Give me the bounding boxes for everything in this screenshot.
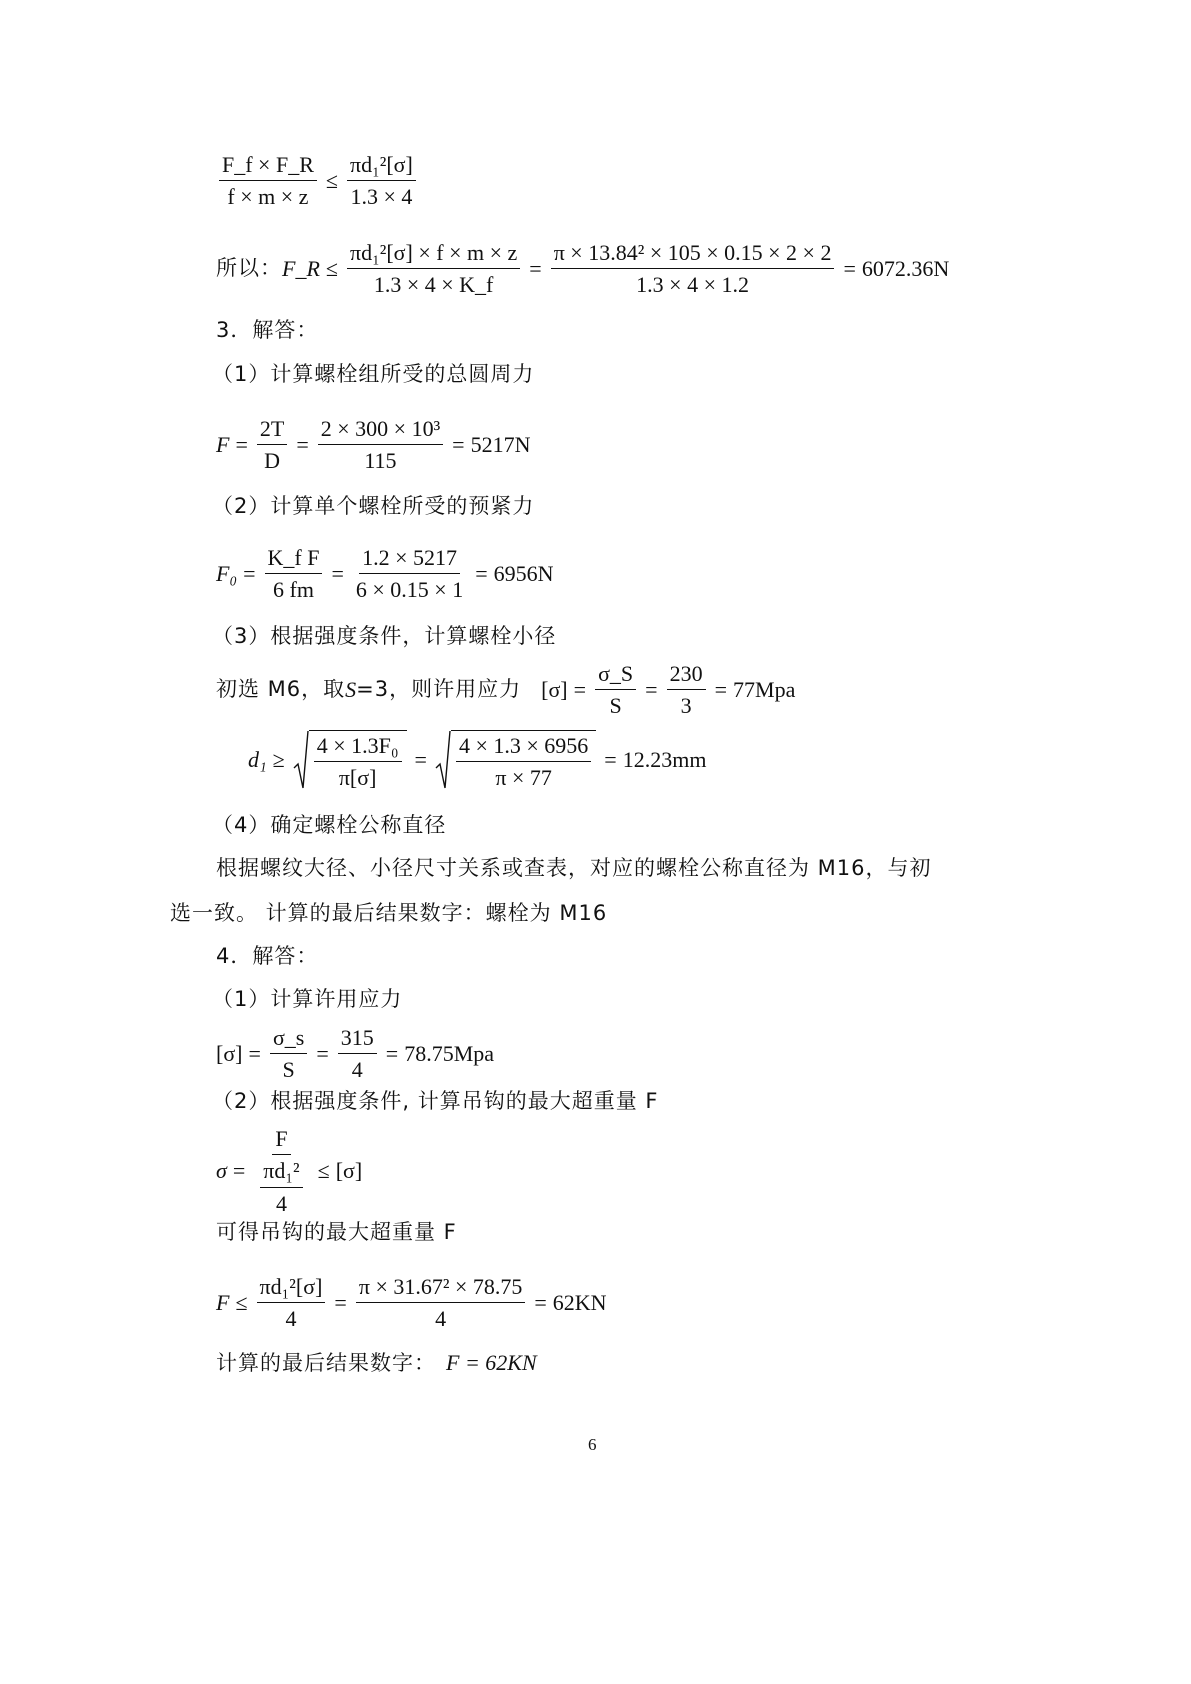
equation-lhs: d₁ (248, 747, 267, 773)
fraction-numerator: πd₁²[σ] (257, 1274, 326, 1303)
relation-symbol: ≤ (325, 255, 338, 281)
equation-stress-condition (216, 1126, 362, 1216)
fraction (257, 416, 287, 474)
fraction-numerator: π × 13.84² × 105 × 0.15 × 2 × 2 (551, 240, 835, 269)
page-number: 6 (588, 1435, 597, 1454)
equation-minor-diameter (248, 730, 706, 791)
equation-result: 78.75Mpa (404, 1040, 495, 1066)
equals-sign: = (331, 560, 344, 586)
fraction-numerator: σ_S (595, 661, 636, 690)
q3-step-4-title: （4）确定螺栓公称直径 (212, 813, 447, 837)
q4-step-2-title: （2）根据强度条件, 计算吊钩的最大超重量 F (212, 1089, 659, 1113)
equation-lhs: σ (216, 1157, 227, 1183)
equation-allowable-stress (216, 1025, 494, 1083)
relation-symbol: ≤ (317, 1157, 330, 1183)
equation-preload (216, 545, 554, 603)
equals-sign: = (534, 1289, 547, 1315)
fraction-denominator: 4 (351, 1057, 363, 1083)
equation-result: 62KN (552, 1289, 607, 1315)
equation-lhs: F_R (282, 255, 320, 281)
fraction (551, 240, 835, 298)
q3-step-2-title: （2）计算单个螺栓所受的预紧力 (212, 494, 535, 518)
fraction-numerator: 4 × 1.3F₀ (314, 733, 402, 762)
fraction-denominator: 3 (680, 693, 692, 719)
equals-sign: = (316, 1040, 329, 1066)
equation-result: 12.23mm (622, 747, 707, 773)
equation-total-force (216, 416, 530, 474)
safety-factor-symbol: S (345, 676, 357, 702)
equation-lhs: F (216, 1289, 230, 1315)
radical-sign (293, 730, 309, 790)
equation-lhs: F₀ (216, 560, 238, 586)
fraction (254, 1126, 308, 1216)
q4-final-result (216, 1352, 537, 1374)
equals-sign: = (296, 431, 309, 457)
fraction-numerator: 2 × 300 × 10³ (318, 416, 443, 445)
equation-rhs: [σ] (335, 1157, 363, 1183)
fraction (270, 1025, 307, 1083)
fraction (318, 416, 443, 474)
equation-result: 6956N (493, 560, 554, 586)
equation-result: 6072.36N (861, 255, 950, 281)
fraction-denominator: S (609, 693, 622, 719)
final-result-value: F = 62KN (446, 1350, 537, 1375)
fraction (356, 1274, 526, 1332)
q4-step-1-title: （1）计算许用应力 (212, 987, 403, 1011)
q3-conclusion-line-1: 根据螺纹大径、小径尺寸关系或查表，对应的螺栓公称直径为 M16，与初 (216, 856, 932, 880)
relation-symbol: ≤ (235, 1289, 248, 1315)
equals-sign: = (475, 560, 488, 586)
equals-sign: = (232, 1157, 246, 1183)
so-label: 所以： (216, 256, 282, 281)
initial-selection-text-2: =3，则许用应力 (356, 677, 522, 702)
q3-step-1-title: （1）计算螺栓组所受的总圆周力 (212, 362, 535, 386)
equals-sign: = (604, 747, 617, 773)
equation-result: 5217N (470, 431, 531, 457)
fraction-numerator: 315 (338, 1025, 377, 1054)
inner-denominator: 4 (275, 1190, 287, 1216)
equals-sign: = (573, 676, 587, 702)
fraction (595, 661, 636, 719)
equals-sign: = (235, 431, 248, 457)
fraction-denominator: π[σ] (338, 765, 377, 791)
allowable-stress-lhs: [σ] (541, 676, 568, 702)
fraction-denominator: 4 (435, 1306, 447, 1332)
inner-numerator: πd₁² (260, 1158, 302, 1187)
equals-sign: = (243, 560, 256, 586)
fraction-denominator: 1.3 × 4 (350, 184, 413, 210)
equals-sign: = (414, 747, 427, 773)
equals-sign: = (334, 1289, 347, 1315)
fraction-denominator: 1.3 × 4 × 1.2 (636, 272, 749, 298)
equation-lhs: [σ] (216, 1040, 243, 1066)
fraction-numerator: π × 31.67² × 78.75 (356, 1274, 526, 1303)
equals-sign: = (843, 255, 856, 281)
fraction-denominator: 4 (285, 1306, 297, 1332)
fraction-denominator: D (264, 448, 281, 474)
equation-result: 77Mpa (733, 676, 796, 702)
fraction-denominator: S (282, 1057, 295, 1083)
q4-result-intro: 可得吊钩的最大超重量 F (216, 1220, 457, 1244)
fraction-numerator: 230 (667, 661, 706, 690)
fraction (314, 733, 402, 791)
fraction-numerator: K_f F (265, 545, 323, 574)
fraction (219, 152, 317, 210)
final-result-label: 计算的最后结果数字： (216, 1350, 436, 1375)
fraction-denominator: 6 fm (273, 577, 314, 603)
fraction-numerator: 2T (257, 416, 287, 445)
equals-sign: = (385, 1040, 399, 1066)
fraction (347, 240, 520, 298)
equals-sign: = (248, 1040, 261, 1066)
equals-sign: = (529, 255, 542, 281)
equation-max-radial-force (216, 240, 949, 298)
initial-selection-text: 初选 M6，取 (216, 677, 346, 702)
fraction-numerator: πd₁²[σ] (347, 152, 416, 181)
square-root (435, 730, 596, 791)
fraction (667, 661, 706, 719)
fraction-numerator: F_f × F_R (219, 152, 317, 181)
fraction (265, 545, 323, 603)
fraction-denominator: 115 (364, 448, 397, 474)
fraction-numerator: 4 × 1.3 × 6956 (456, 733, 591, 762)
fraction (353, 545, 466, 603)
q3-step-3-title: （3）根据强度条件，计算螺栓小径 (212, 624, 557, 648)
fraction-numerator: πd₁²[σ] × f × m × z (347, 240, 520, 269)
q3-conclusion-line-2: 选一致。 计算的最后结果数字：螺栓为 M16 (170, 901, 608, 925)
fraction-numerator: σ_s (270, 1025, 307, 1054)
fraction-denominator: 1.3 × 4 × K_f (373, 272, 494, 298)
relation-symbol: ≤ (325, 167, 338, 193)
question-3-heading: 3．解答： (216, 318, 319, 342)
fraction (456, 733, 591, 791)
fraction-numerator: F (272, 1126, 290, 1155)
equation-lhs: F (216, 431, 230, 457)
fraction-denominator: π × 77 (495, 765, 552, 791)
fraction-denominator: 6 × 0.15 × 1 (355, 577, 464, 603)
fraction-denominator (254, 1155, 308, 1216)
square-root (293, 730, 407, 791)
fraction-numerator: 1.2 × 5217 (359, 545, 460, 574)
radical-sign (435, 730, 451, 790)
equals-sign: = (452, 431, 465, 457)
fraction (257, 1274, 326, 1332)
equation-slip-condition (216, 152, 419, 210)
inner-fraction (260, 1158, 302, 1216)
initial-selection-line (216, 661, 795, 719)
fraction-denominator: f × m × z (227, 184, 309, 210)
relation-symbol: ≥ (272, 747, 285, 773)
fraction (338, 1025, 377, 1083)
equals-sign: = (645, 676, 658, 702)
question-4-heading: 4．解答： (216, 944, 319, 968)
equals-sign: = (714, 676, 728, 702)
fraction (347, 152, 416, 210)
equation-max-load (216, 1274, 607, 1332)
